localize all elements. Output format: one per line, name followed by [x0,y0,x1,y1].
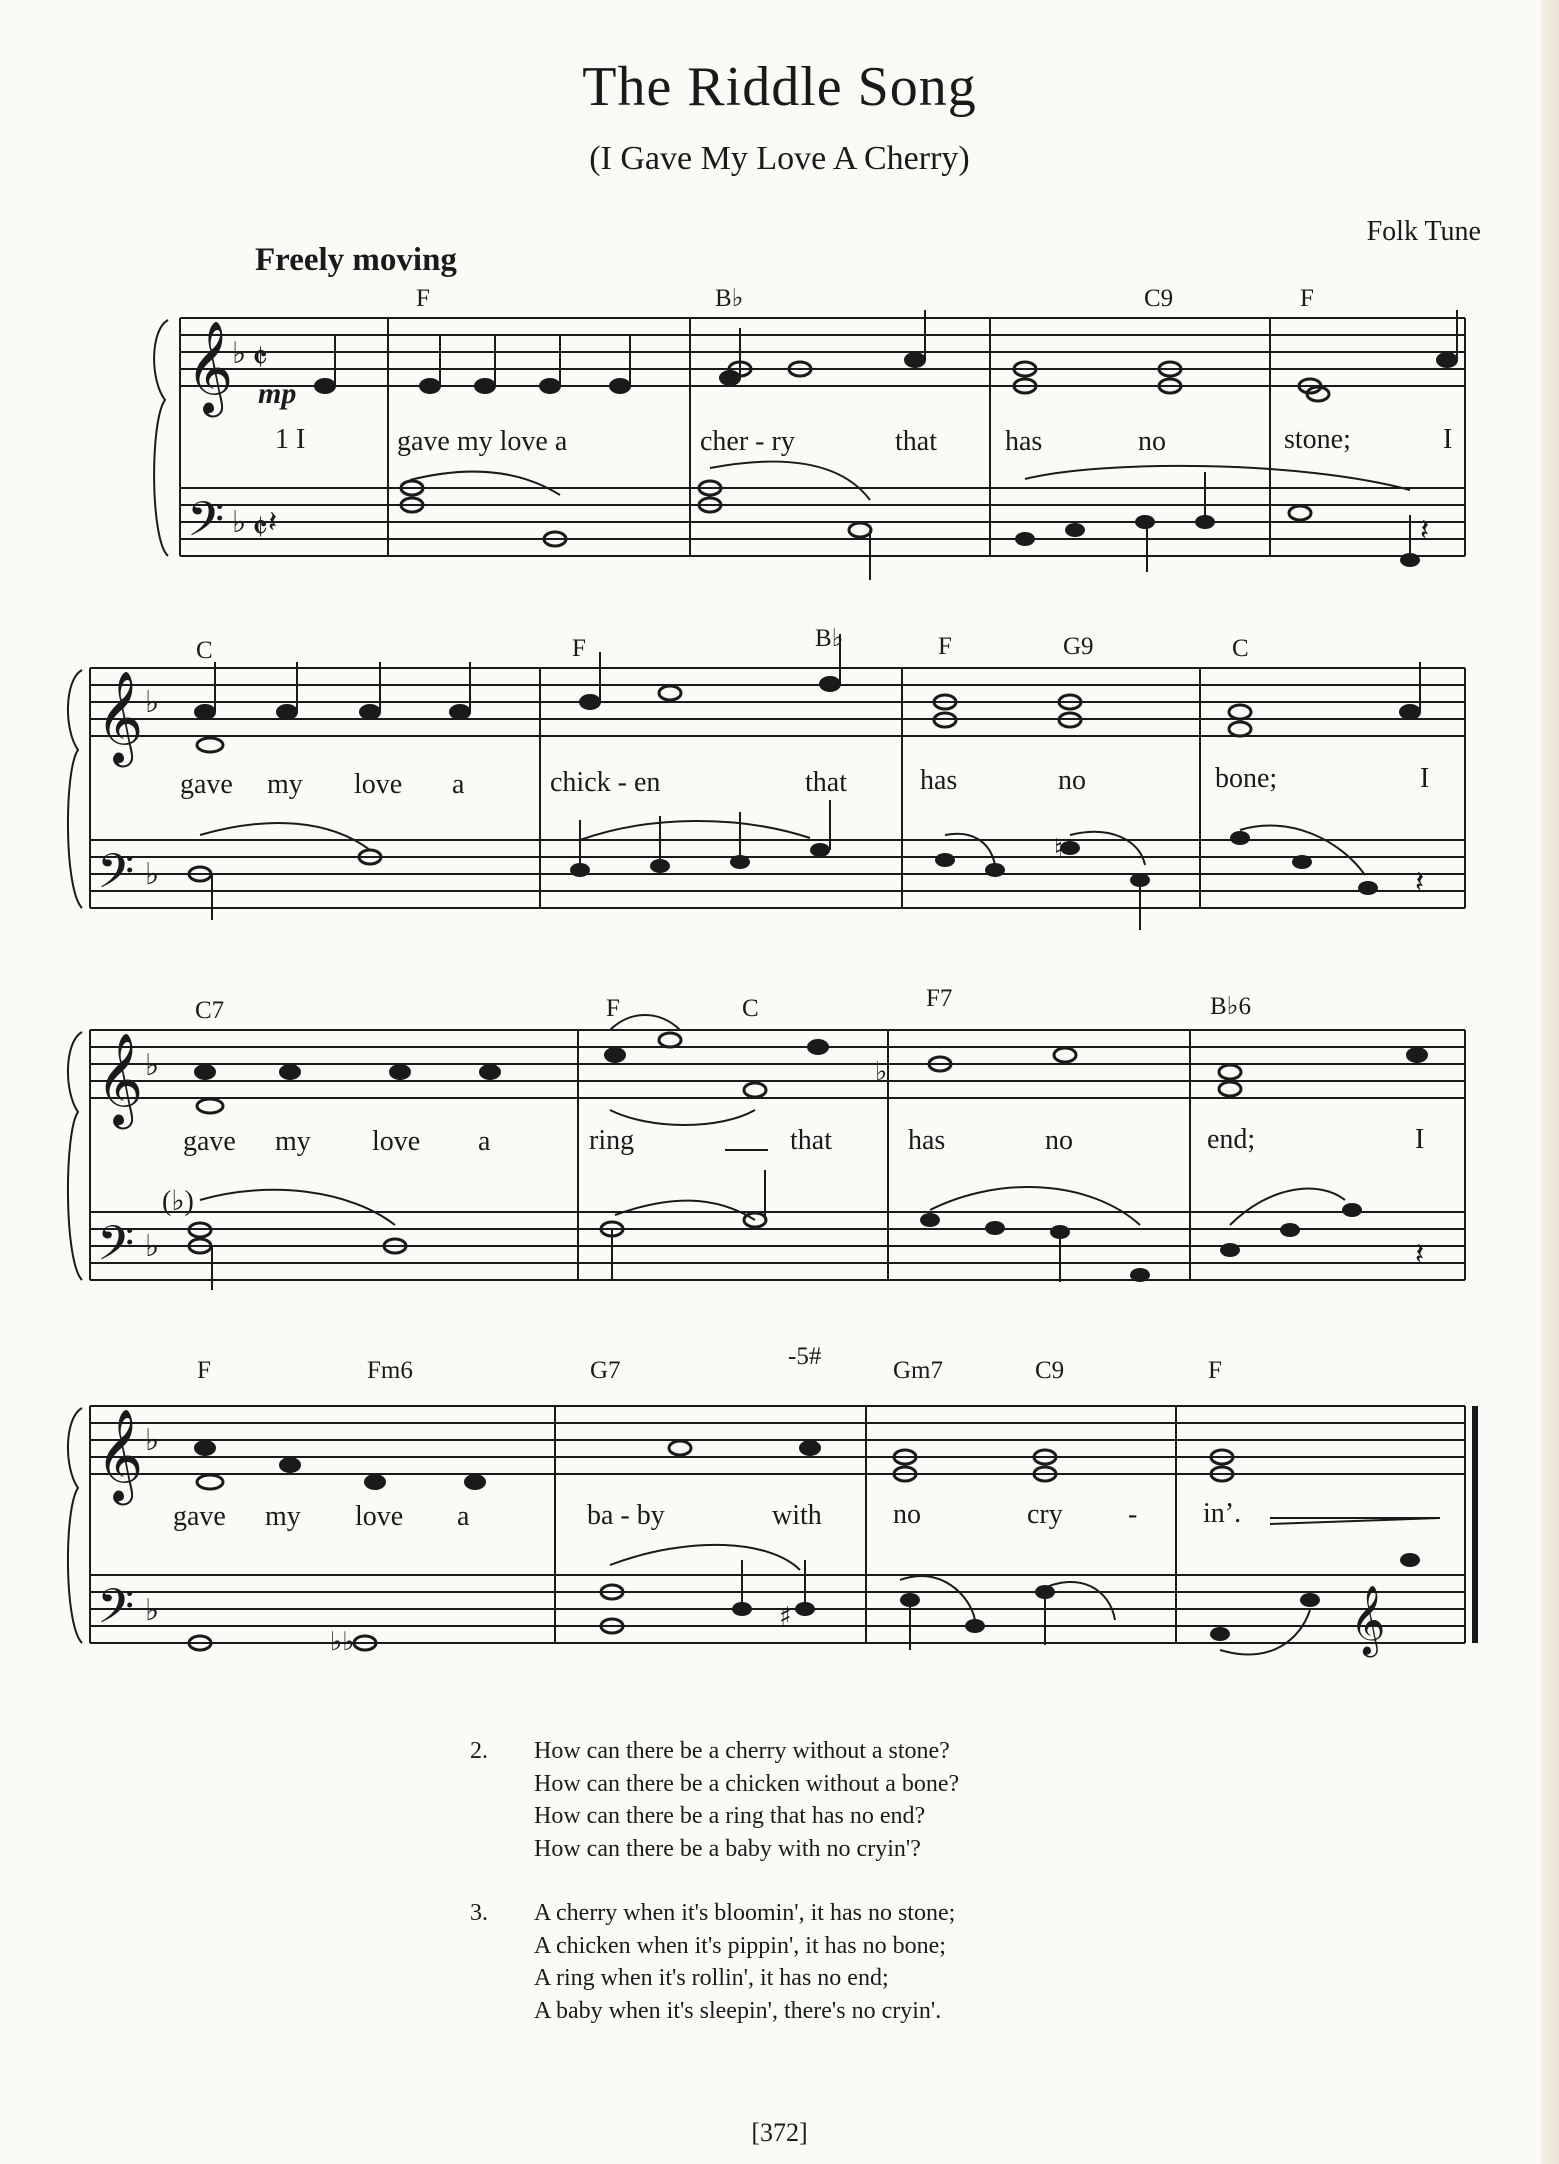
lyric-syllable: no [893,1499,921,1530]
grand-staff-brace [68,1408,82,1643]
lyric-syllable: chick - en [550,767,661,798]
chord-symbol: C [196,637,213,664]
svg-text:𝄽: 𝄽 [1415,1237,1425,1272]
chord-symbol: G9 [1063,633,1094,660]
chord-symbol: F [197,1357,211,1384]
treble-clef: 𝄞 [96,1408,144,1501]
chord-symbols-system-4 [197,1343,1222,1384]
verse-lines [534,1897,955,2027]
lyric-syllable: my [267,769,303,800]
lyric-syllable: end; [1207,1124,1256,1155]
chord-symbols-system-1 [416,285,1314,312]
key-flat: ♭ [145,1229,160,1264]
chord-symbol: G7 [590,1357,621,1384]
key-flat: ♭ [145,685,160,720]
grand-staff-brace [68,1032,82,1280]
lyric-syllable: has [1005,426,1043,457]
lyric-syllable: gave my love a [397,426,568,457]
tie [610,1110,755,1125]
lyric-syllable: love [372,1126,421,1157]
grand-staff-brace [154,320,168,556]
treble-staff [180,318,1465,386]
lyric-syllable: I [1420,763,1430,794]
slur [410,472,560,495]
tie [610,1015,680,1030]
slur [200,1190,395,1225]
lyric-syllable: 1 I [275,424,306,455]
verse-line: How can there be a cherry without a stone? [534,1738,950,1764]
verse-line: How can there be a chicken without a bone? [534,1770,960,1797]
lyric-syllable: gave [180,769,233,800]
treble-clef: 𝄞 [96,1032,144,1125]
verse-number: 2. [470,1738,488,1764]
lyric-syllable: gave [183,1126,236,1157]
slur [200,823,370,850]
key-flat: ♭ [145,1423,160,1458]
flat-sign: ♭ [875,1057,888,1087]
verse-line: How can there be a baby with no cryin'? [534,1835,921,1862]
page-number: [372] [751,2118,808,2147]
treble-clef: 𝄞 [96,670,144,763]
additional-verses [470,1735,959,2059]
lyric-syllable: stone; [1284,424,1351,455]
bass-notes [570,515,1420,1641]
slur [930,1187,1140,1225]
bass-clef: 𝄢 [187,491,225,559]
chord-symbol: C7 [195,997,225,1024]
lyric-syllable: my [275,1126,311,1157]
cautionary-flat-mark: (♭) [162,1186,194,1217]
chord-symbol: -5# [788,1343,822,1370]
chord-symbol: F [1300,285,1314,312]
lyric-syllable: that [790,1125,832,1156]
slur [615,1201,755,1220]
lyrics-system-3 [183,1124,1424,1157]
lyric-syllable: has [908,1125,946,1156]
grand-staff-brace [68,670,82,908]
key-flat: ♭ [232,505,247,540]
verse-line: A cherry when it's bloomin', it has no stone; [534,1900,956,1926]
key-flat: ♭ [145,1048,160,1083]
lyric-syllable: ba - by [587,1500,665,1531]
bass-staff [90,1212,1465,1280]
lyric-syllable: gave [173,1501,226,1532]
lyric-syllable: love [354,769,403,800]
slur [610,1545,800,1570]
song-title: The Riddle Song [582,56,977,118]
lyric-syllable: a [457,1501,470,1532]
key-flat: ♭ [232,336,247,371]
slur [1025,466,1410,490]
cut-time-signature: 𝄵 [252,508,269,549]
key-flat: ♭ [145,1593,160,1628]
verse-lines [534,1735,959,1865]
chord-symbol: F [416,285,430,312]
svg-text:𝄽: 𝄽 [1415,865,1425,900]
chord-symbol: F7 [926,985,953,1012]
verse-line: A baby when it's sleepin', there's no cryin'. [534,1997,942,2024]
lyric-syllable: - [1128,1499,1138,1530]
lyric-syllable: no [1138,426,1166,457]
tempo-marking: Freely moving [255,242,457,278]
chord-symbol: F [1208,1357,1222,1384]
lyric-syllable: bone; [1215,763,1278,794]
verse-number: 3. [470,1900,488,1926]
chord-symbol: B♭ [715,285,744,312]
lyrics-system-1 [275,424,1452,457]
slur [580,821,810,840]
chord-symbol: C9 [1035,1357,1065,1384]
slur [1070,832,1145,865]
bass-staff [90,840,1465,908]
lyric-syllable: a [478,1126,491,1157]
composer-credit: Folk Tune [1366,216,1481,247]
chord-symbol: Fm6 [367,1357,413,1384]
chord-symbols-system-2 [196,625,1249,664]
chord-symbol: F [606,995,620,1022]
lyric-syllable: has [920,765,958,796]
lyric-syllable: I [1443,424,1453,455]
bass-staff [180,488,1465,556]
lyric-syllable: my [265,1501,301,1532]
lyric-syllable: no [1058,765,1086,796]
lyric-syllable: with [772,1500,822,1531]
verse-line: How can there be a ring that has no end? [534,1803,926,1829]
verse-3 [470,1897,959,2027]
lyric-syllable: in’. [1203,1498,1242,1529]
treble-staff [90,1030,1465,1098]
lyrics-system-2 [180,763,1429,800]
lyrics-system-4 [173,1498,1241,1532]
natural-sign: ♮ [1054,834,1064,864]
lyric-syllable: I [1415,1124,1425,1155]
treble-clef: 𝄞 [186,320,234,413]
chord-symbol: C [1232,635,1249,662]
slur [1220,1610,1310,1654]
treble-clef-change: 𝄞 [1350,1585,1386,1655]
chord-symbols-system-3 [195,985,1251,1024]
lyric-syllable: love [355,1501,404,1532]
bass-clef: 𝄢 [97,843,135,911]
svg-text:𝄽: 𝄽 [1420,513,1430,548]
decrescendo-hairpin [1270,1518,1440,1524]
barlines [180,318,1465,556]
rests [268,505,1429,1272]
chord-symbol: C [742,995,759,1022]
bass-clef: 𝄢 [97,1215,135,1283]
lyric-syllable: no [1045,1125,1073,1156]
lyric-syllable: cry [1027,1499,1063,1530]
lyric-syllable: that [805,767,847,798]
chord-symbol: Gm7 [893,1357,943,1384]
bass-clef: 𝄢 [97,1578,135,1646]
treble-half-notes [197,362,1329,1489]
system-1 [154,318,1465,556]
sharp-sign: ♯ [779,1602,792,1632]
lyric-syllable: ring [589,1125,635,1156]
verse-line: A chicken when it's pippin', it has no bone; [534,1932,946,1959]
verse-line: A ring when it's rollin', it has no end; [534,1965,889,1991]
treble-notes [195,353,1457,1489]
cut-time-signature: 𝄵 [252,338,269,379]
flat-sign: ♭♭ [330,1627,355,1657]
song-subtitle: (I Gave My Love A Cherry) [589,140,970,177]
verse-2 [470,1735,959,1865]
bass-staff [90,1575,1465,1643]
slur [710,462,870,500]
slur [1230,1189,1345,1225]
chord-symbol: C9 [1144,285,1174,312]
dynamic-marking: mp [258,377,297,410]
chord-symbol: B♭6 [1210,993,1251,1020]
chord-symbol: F [938,633,952,660]
key-flat: ♭ [145,857,160,892]
chord-symbol: F [572,635,586,662]
lyric-syllable: cher - ry [700,426,795,457]
lyric-syllable: a [452,769,465,800]
chord-symbol: B♭ [815,625,844,652]
svg-text:𝄽: 𝄽 [268,505,278,540]
lyric-syllable: that [895,426,937,457]
